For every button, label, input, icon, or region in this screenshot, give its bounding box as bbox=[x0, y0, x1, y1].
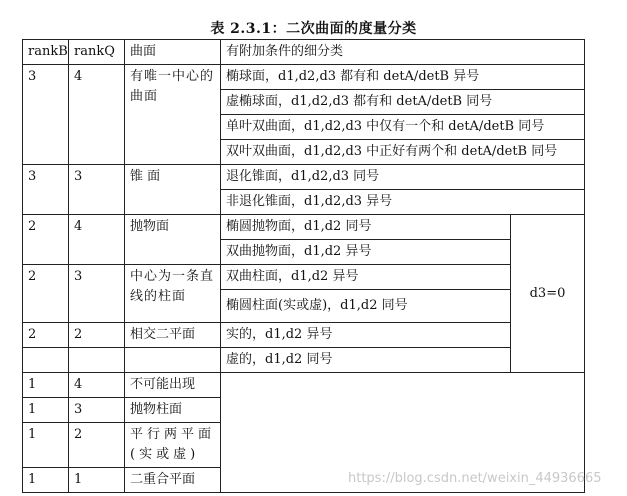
cell-surface: 二重合平面 bbox=[125, 468, 221, 493]
cell-empty bbox=[69, 348, 125, 373]
cell-surface: 抛物柱面 bbox=[125, 398, 221, 423]
table-row bbox=[23, 348, 585, 373]
table-row bbox=[23, 323, 585, 348]
cell-subclass: 单叶双曲面，d1,d2,d3 中仅有一个和 detA/detB 同号 bbox=[221, 115, 585, 140]
cell-rankQ: 4 bbox=[69, 373, 125, 398]
cell-empty bbox=[125, 348, 221, 373]
header-row bbox=[23, 40, 585, 65]
cell-rankB: 2 bbox=[23, 323, 69, 348]
cell-surface: 不可能出现 bbox=[125, 373, 221, 398]
header-rankQ: rankQ bbox=[69, 40, 125, 65]
table-row bbox=[23, 65, 585, 90]
cell-rankQ: 2 bbox=[69, 323, 125, 348]
cell-subclass: 非退化锥面，d1,d2,d3 异号 bbox=[221, 190, 585, 215]
d3-condition: d3=0 bbox=[511, 215, 585, 373]
cell-subclass: 椭圆柱面(实或虚)，d1,d2 同号 bbox=[221, 290, 511, 323]
cell-subclass: 双曲柱面，d1,d2 异号 bbox=[221, 265, 511, 290]
cell-rankQ: 1 bbox=[69, 468, 125, 493]
cell-subclass: 椭球面，d1,d2,d3 都有和 detA/detB 异号 bbox=[221, 65, 585, 90]
cell-rankB: 2 bbox=[23, 265, 69, 323]
cell-rankQ: 3 bbox=[69, 265, 125, 323]
cell-empty bbox=[23, 348, 69, 373]
cell-surface: 平行两平面(实或虚) bbox=[125, 423, 221, 468]
table-row bbox=[23, 215, 585, 240]
cell-surface: 锥 面 bbox=[125, 165, 221, 215]
cell-rankB: 3 bbox=[23, 65, 69, 165]
cell-surface: 抛物面 bbox=[125, 215, 221, 265]
header-rankB: rankB bbox=[23, 40, 69, 65]
cell-rankQ: 3 bbox=[69, 165, 125, 215]
cell-rankB: 1 bbox=[23, 468, 69, 493]
cell-subclass: 双叶双曲面，d1,d2,d3 中正好有两个和 detA/detB 同号 bbox=[221, 140, 585, 165]
table-caption: 表 2.3.1：二次曲面的度量分类 bbox=[210, 21, 417, 37]
cell-subclass: 虚的，d1,d2 同号 bbox=[221, 348, 511, 373]
watermark: https://blog.csdn.net/weixin_44936665 bbox=[348, 471, 602, 486]
cell-surface: 有唯一中心的曲面 bbox=[125, 65, 221, 165]
cell-rankB: 2 bbox=[23, 215, 69, 265]
cell-surface: 中心为一条直线的柱面 bbox=[125, 265, 221, 323]
cell-rankQ: 4 bbox=[69, 65, 125, 165]
cell-subclass: 退化锥面，d1,d2,d3 同号 bbox=[221, 165, 585, 190]
cell-subclass: 虚椭球面，d1,d2,d3 都有和 detA/detB 同号 bbox=[221, 90, 585, 115]
cell-rankQ: 2 bbox=[69, 423, 125, 468]
cell-rankB: 1 bbox=[23, 423, 69, 468]
table-row bbox=[23, 265, 585, 290]
cell-rankB: 3 bbox=[23, 165, 69, 215]
cell-rankB: 1 bbox=[23, 373, 69, 398]
cell-rankB: 1 bbox=[23, 398, 69, 423]
cell-subclass: 双曲抛物面，d1,d2 异号 bbox=[221, 240, 511, 265]
quadric-classification-table bbox=[22, 39, 585, 493]
header-surface: 曲面 bbox=[125, 40, 221, 65]
cell-rankQ: 4 bbox=[69, 215, 125, 265]
cell-surface: 相交二平面 bbox=[125, 323, 221, 348]
cell-rankQ: 3 bbox=[69, 398, 125, 423]
header-subclass: 有附加条件的细分类 bbox=[221, 40, 585, 65]
cell-subclass: 椭圆抛物面，d1,d2 同号 bbox=[221, 215, 511, 240]
cell-subclass: 实的，d1,d2 异号 bbox=[221, 323, 511, 348]
table-row bbox=[23, 373, 585, 398]
table-row bbox=[23, 165, 585, 190]
